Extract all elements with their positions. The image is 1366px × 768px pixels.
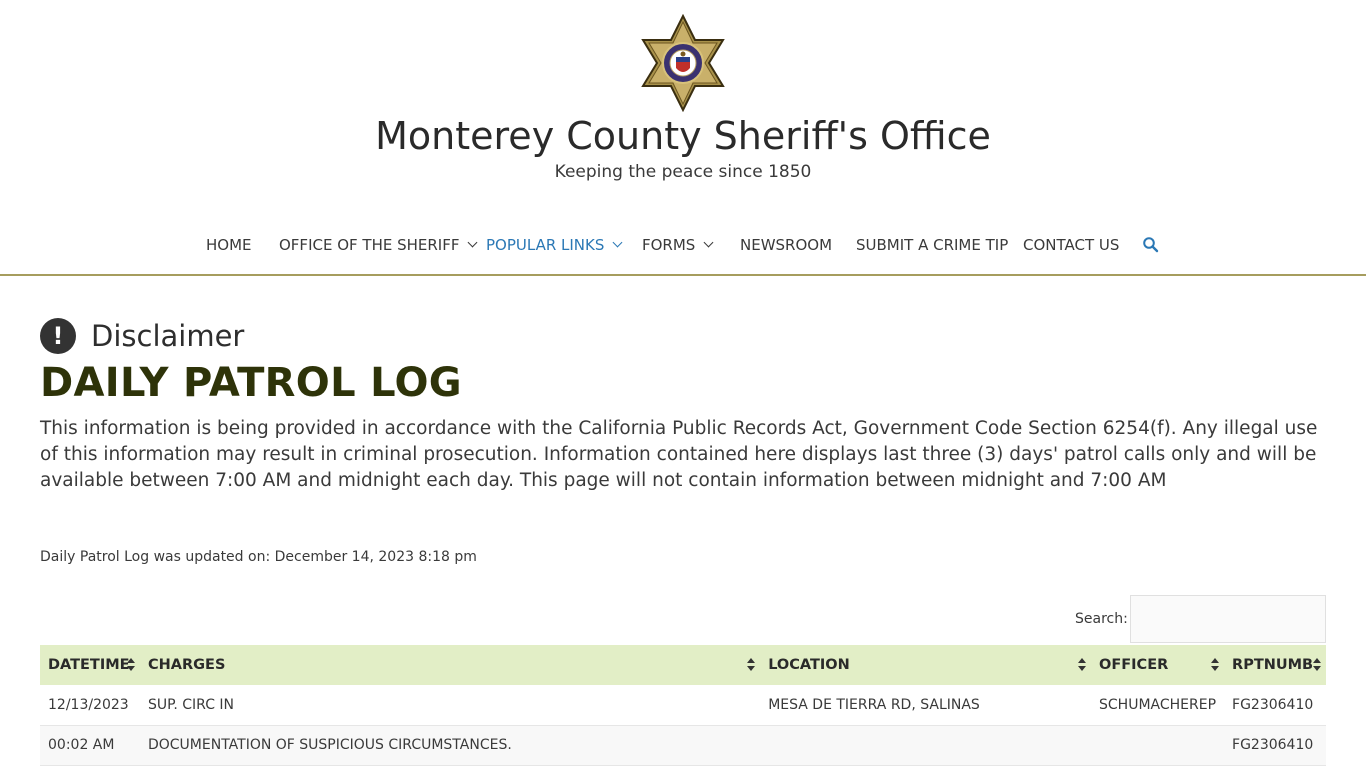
nav-home[interactable] [206, 234, 252, 256]
last-updated-value: December 14, 2023 8:18 pm [274, 549, 477, 565]
search-icon[interactable] [1142, 236, 1160, 254]
cell-charges: SUP. CIRC IN [140, 685, 760, 725]
nav-forms-label: FORMS [642, 236, 696, 254]
column-header-officer[interactable] [1091, 645, 1224, 685]
chevron-down-icon [613, 238, 623, 248]
nav-contact-us[interactable] [1023, 234, 1119, 256]
table-row [40, 685, 1326, 725]
column-header-label: DATETIME [48, 657, 130, 673]
cell-rptnumb: FG2306410 [1224, 685, 1326, 725]
nav-popular-links[interactable] [486, 234, 621, 256]
column-header-label: CHARGES [147, 657, 226, 673]
nav-home-label: HOME [206, 236, 252, 254]
cell-rptnumb: FG2306410 [1224, 725, 1326, 765]
last-updated-label: Daily Patrol Log was updated on: [40, 549, 271, 565]
nav-contact-label: CONTACT US [1023, 236, 1120, 254]
sort-icon [747, 657, 756, 673]
column-header-datetime[interactable] [40, 645, 140, 685]
nav-newsroom[interactable] [740, 234, 832, 256]
nav-crime-tip-label: SUBMIT A CRIME TIP [856, 236, 1009, 254]
nav-office-of-the-sheriff[interactable] [279, 234, 476, 256]
cell-charges: DOCUMENTATION OF SUSPICIOUS CIRCUMSTANCES. [140, 725, 760, 765]
nav-office-label: OFFICE OF THE SHERIFF [279, 236, 460, 254]
patrol-log-table [40, 645, 1326, 766]
sort-icon [1313, 657, 1322, 673]
page-title: DAILY PATROL LOG [40, 360, 462, 406]
nav-newsroom-label: NEWSROOM [740, 236, 833, 254]
table-row [40, 725, 1326, 765]
sheriff-star-logo[interactable] [639, 14, 727, 112]
site-header [0, 0, 1366, 276]
site-title[interactable]: Monterey County Sheriff's Office [375, 114, 991, 158]
column-header-label: OFFICER [1099, 657, 1169, 673]
chevron-down-icon [704, 238, 714, 248]
nav-submit-crime-tip[interactable] [856, 234, 1008, 256]
column-header-location[interactable] [760, 645, 1091, 685]
nav-forms[interactable] [642, 234, 712, 256]
table-header-row [40, 645, 1326, 685]
disclaimer-title: Disclaimer [91, 319, 245, 353]
sort-icon [1078, 657, 1087, 673]
nav-popular-label: POPULAR LINKS [486, 236, 605, 254]
sort-icon [1211, 657, 1220, 673]
main-navigation [0, 234, 1366, 258]
sort-icon [127, 657, 136, 673]
column-header-rptnumb[interactable] [1224, 645, 1326, 685]
cell-datetime: 00:02 AM [40, 725, 140, 765]
exclamation-circle-icon: ! [40, 318, 76, 354]
cell-officer: SCHUMACHEREP [1091, 685, 1224, 725]
table-search-label: Search: [1075, 611, 1128, 627]
column-header-label: LOCATION [768, 657, 850, 673]
cell-datetime: 12/13/2023 [40, 685, 140, 725]
column-header-charges[interactable] [140, 645, 760, 685]
last-updated [40, 549, 477, 565]
table-search-input[interactable] [1130, 595, 1326, 643]
cell-location: MESA DE TIERRA RD, SALINAS [760, 685, 1091, 725]
column-header-label: RPTNUMB [1232, 657, 1314, 673]
disclaimer-text: This information is being provided in accordance with the California Public Records Act, Government Code Section 6254(f). Any illegal use of this information may result in criminal prosecution. Information contained here displays last three (3) days' patrol calls only and will be available between 7:00 AM and midnight each day. This page will not contain information between midnight and 7:00 AM [40, 418, 1318, 491]
chevron-down-icon [468, 238, 478, 248]
site-tagline: Keeping the peace since 1850 [554, 162, 812, 182]
cell-officer [1091, 725, 1224, 765]
cell-location [760, 725, 1091, 765]
